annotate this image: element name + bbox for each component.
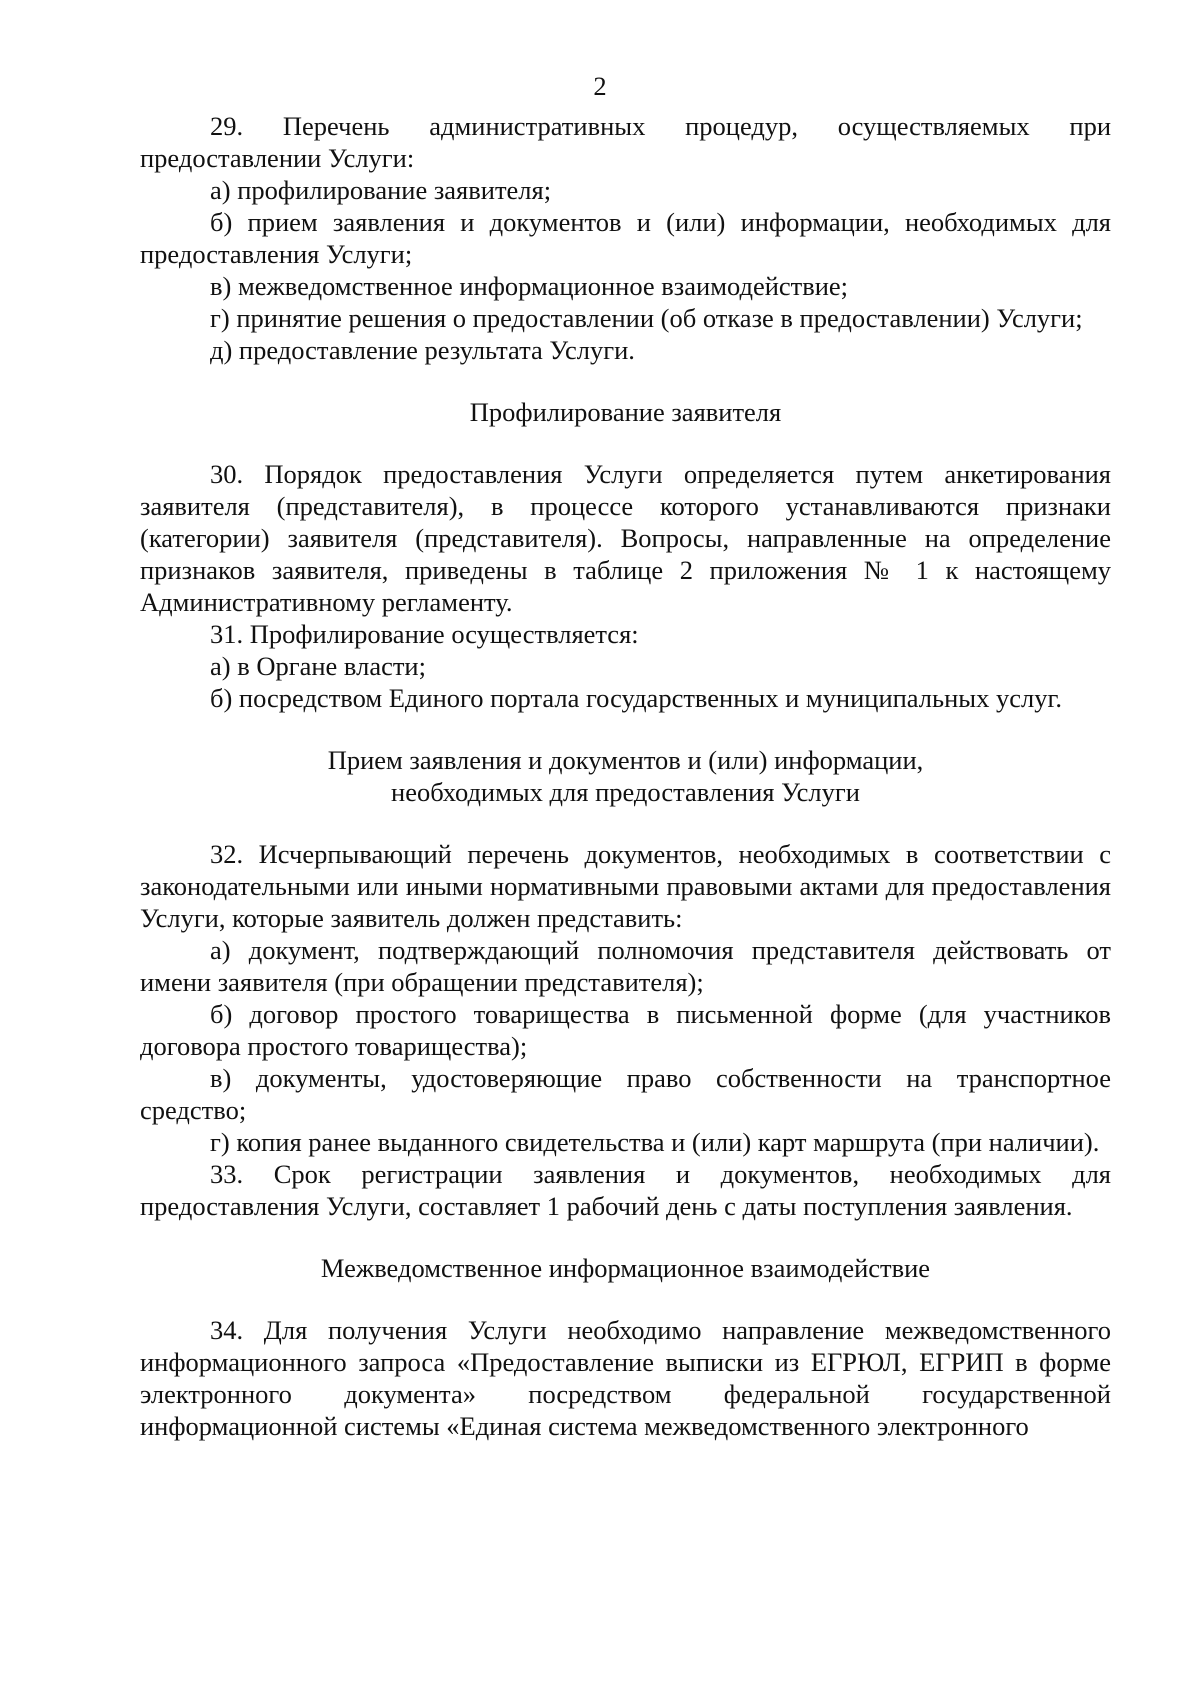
list-item-b: б) прием заявления и документов и (или) информации, необходимых для предоставления Услуги; xyxy=(140,207,1111,269)
page-number: 2 xyxy=(593,71,607,101)
paragraph-30: 30. Порядок предоставления Услуги определяется путем анкетирования заявителя (представителя), в процессе которого устанавливаются признаки (категории) заявителя (представителя). Вопросы, направленные на определение признаков заявителя, приведены в таблице 2 приложения № 1 к настоящему Административному регламенту. xyxy=(140,459,1111,617)
section-heading-line: необходимых для предоставления Услуги xyxy=(391,777,860,807)
section-procedures-list xyxy=(140,110,1111,366)
paragraph-34: 34. Для получения Услуги необходимо направление межведомственного информационного запроса «Предоставление выписки из ЕГРЮЛ, ЕГРИП в форме электронного документа» посредством федеральной государственной информационной системы «Единая система межведомственного электронного xyxy=(140,1315,1111,1441)
section-heading-line: Межведомственное информационное взаимодействие xyxy=(320,1253,931,1283)
list-item-v: в) документы, удостоверяющие право собственности на транспортное средство; xyxy=(140,1063,1111,1125)
document-body xyxy=(140,110,1111,1442)
paragraph-33: 33. Срок регистрации заявления и документов, необходимых для предоставления Услуги, составляет 1 рабочий день с даты поступления заявления. xyxy=(140,1159,1111,1221)
section-heading-line: Прием заявления и документов и (или) информации, xyxy=(327,745,924,775)
paragraph-29: 29. Перечень административных процедур, осуществляемых при предоставлении Услуги: xyxy=(140,111,1111,173)
list-item-g: г) принятие решения о предоставлении (об отказе в предоставлении) Услуги; xyxy=(210,303,1083,333)
section-heading-interagency xyxy=(140,1252,1111,1284)
list-item-a: а) документ, подтверждающий полномочия представителя действовать от имени заявителя (при обращении представителя); xyxy=(140,935,1111,997)
list-item-b: б) договор простого товарищества в письменной форме (для участников договора простого товарищества); xyxy=(140,999,1111,1061)
list-item-a: а) в Органе власти; xyxy=(210,651,426,681)
list-item-g: г) копия ранее выданного свидетельства и (или) карт маршрута (при наличии). xyxy=(210,1127,1100,1157)
section-heading-line: Профилирование заявителя xyxy=(469,397,782,427)
section-profiling xyxy=(140,396,1111,714)
section-interagency-interaction xyxy=(140,1252,1111,1442)
section-heading-profiling xyxy=(140,396,1111,428)
list-item-v: в) межведомственное информационное взаимодействие; xyxy=(210,271,849,301)
list-item-a: а) профилирование заявителя; xyxy=(210,175,552,205)
list-item-b: б) посредством Единого портала государственных и муниципальных услуг. xyxy=(210,683,1062,713)
paragraph-32: 32. Исчерпывающий перечень документов, необходимых в соответствии с законодательными или иными нормативными правовыми актами для предоставления Услуги, которые заявитель должен представить: xyxy=(140,839,1111,933)
list-item-d: д) предоставление результата Услуги. xyxy=(210,335,635,365)
section-heading-application-intake xyxy=(140,744,1111,808)
section-application-intake xyxy=(140,744,1111,1222)
paragraph-31: 31. Профилирование осуществляется: xyxy=(210,619,639,649)
